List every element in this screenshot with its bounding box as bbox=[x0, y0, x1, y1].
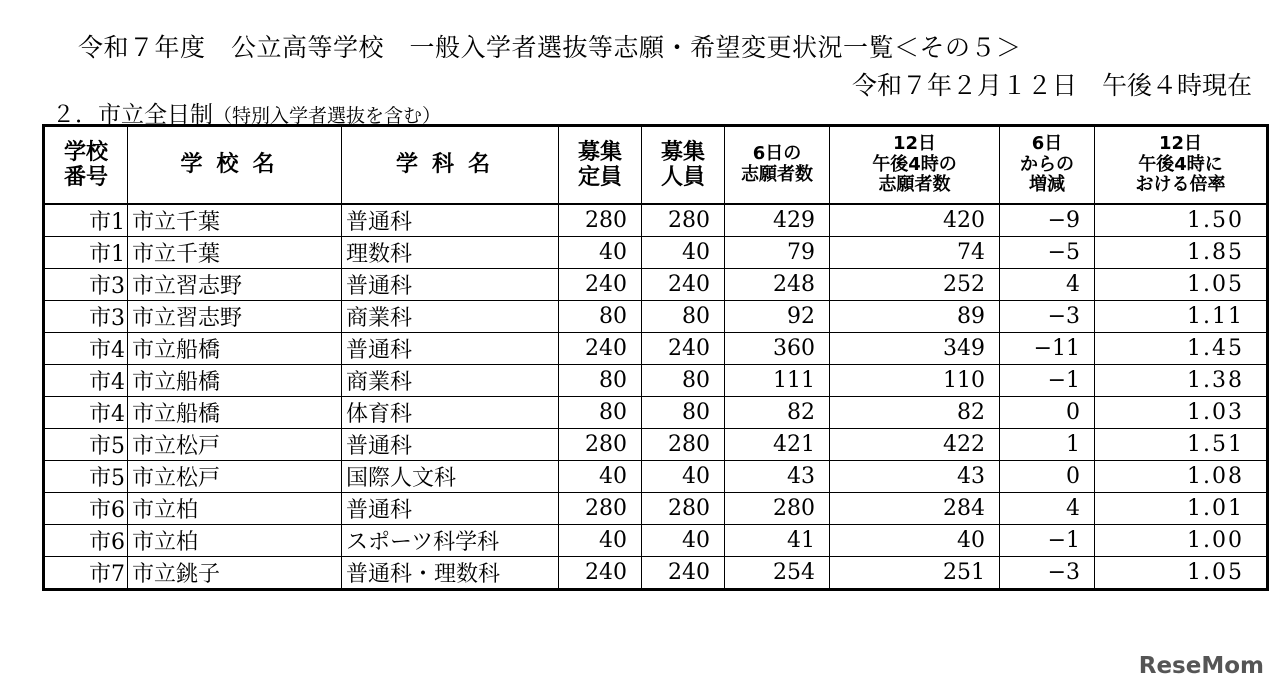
cell-change: −3 bbox=[1000, 557, 1095, 590]
cell-recruitment: 40 bbox=[642, 237, 725, 269]
cell-ratio: 1.01 bbox=[1095, 493, 1268, 525]
cell-capacity: 280 bbox=[559, 493, 642, 525]
cell-school-name: 市立松戸 bbox=[128, 429, 342, 461]
cell-applicants-12th: 420 bbox=[830, 204, 1000, 237]
cell-applicants-6th: 43 bbox=[725, 461, 830, 493]
cell-recruitment: 240 bbox=[642, 333, 725, 365]
cell-change: 4 bbox=[1000, 493, 1095, 525]
cell-change: 0 bbox=[1000, 397, 1095, 429]
cell-applicants-6th: 248 bbox=[725, 269, 830, 301]
cell-ratio: 1.50 bbox=[1095, 204, 1268, 237]
cell-school-number: 市5 bbox=[44, 461, 128, 493]
cell-capacity: 240 bbox=[559, 269, 642, 301]
cell-school-name: 市立銚子 bbox=[128, 557, 342, 590]
header-school-number: 学校 番号 bbox=[44, 126, 128, 205]
cell-recruitment: 40 bbox=[642, 461, 725, 493]
header-ratio: 12日 午後4時に おける倍率 bbox=[1095, 126, 1268, 205]
table-row bbox=[44, 269, 1268, 301]
header-applicants-12th: 12日 午後4時の 志願者数 bbox=[830, 126, 1000, 205]
cell-school-number: 市3 bbox=[44, 301, 128, 333]
cell-ratio: 1.05 bbox=[1095, 557, 1268, 590]
cell-applicants-12th: 40 bbox=[830, 525, 1000, 557]
cell-capacity: 40 bbox=[559, 237, 642, 269]
table-row bbox=[44, 493, 1268, 525]
cell-change: −5 bbox=[1000, 237, 1095, 269]
cell-change: −9 bbox=[1000, 204, 1095, 237]
cell-applicants-6th: 429 bbox=[725, 204, 830, 237]
cell-applicants-6th: 254 bbox=[725, 557, 830, 590]
cell-department: 普通科 bbox=[342, 269, 559, 301]
cell-recruitment: 40 bbox=[642, 525, 725, 557]
cell-applicants-6th: 111 bbox=[725, 365, 830, 397]
cell-school-number: 市6 bbox=[44, 493, 128, 525]
cell-change: 4 bbox=[1000, 269, 1095, 301]
cell-department: 商業科 bbox=[342, 365, 559, 397]
header-capacity: 募集 定員 bbox=[559, 126, 642, 205]
cell-department: 理数科 bbox=[342, 237, 559, 269]
cell-school-name: 市立船橋 bbox=[128, 397, 342, 429]
header-applicants-6th: 6日の 志願者数 bbox=[725, 126, 830, 205]
cell-applicants-6th: 41 bbox=[725, 525, 830, 557]
cell-capacity: 80 bbox=[559, 301, 642, 333]
cell-ratio: 1.05 bbox=[1095, 269, 1268, 301]
header-department-name: 学科名 bbox=[342, 126, 559, 205]
cell-change: −11 bbox=[1000, 333, 1095, 365]
cell-capacity: 240 bbox=[559, 557, 642, 590]
applicant-status-table bbox=[42, 124, 1269, 591]
cell-school-number: 市3 bbox=[44, 269, 128, 301]
cell-recruitment: 280 bbox=[642, 204, 725, 237]
cell-change: −1 bbox=[1000, 525, 1095, 557]
cell-applicants-12th: 284 bbox=[830, 493, 1000, 525]
table-row bbox=[44, 333, 1268, 365]
cell-capacity: 80 bbox=[559, 365, 642, 397]
cell-ratio: 1.00 bbox=[1095, 525, 1268, 557]
cell-ratio: 1.08 bbox=[1095, 461, 1268, 493]
table-row bbox=[44, 557, 1268, 590]
cell-department: 普通科 bbox=[342, 333, 559, 365]
report-timestamp: 令和７年２月１２日 午後４時現在 bbox=[851, 71, 1252, 100]
cell-school-name: 市立松戸 bbox=[128, 461, 342, 493]
cell-school-number: 市1 bbox=[44, 237, 128, 269]
document-title: 令和７年度 公立高等学校 一般入学者選抜等志願・希望変更状況一覧＜その５＞ bbox=[78, 33, 1022, 62]
cell-applicants-12th: 252 bbox=[830, 269, 1000, 301]
cell-capacity: 240 bbox=[559, 333, 642, 365]
cell-department: 国際人文科 bbox=[342, 461, 559, 493]
cell-applicants-12th: 89 bbox=[830, 301, 1000, 333]
cell-ratio: 1.85 bbox=[1095, 237, 1268, 269]
table-header-row bbox=[44, 126, 1268, 205]
table-row bbox=[44, 397, 1268, 429]
cell-applicants-6th: 280 bbox=[725, 493, 830, 525]
cell-school-number: 市6 bbox=[44, 525, 128, 557]
cell-capacity: 80 bbox=[559, 397, 642, 429]
cell-school-name: 市立習志野 bbox=[128, 269, 342, 301]
cell-school-name: 市立千葉 bbox=[128, 204, 342, 237]
resemom-logo: ReseMom bbox=[1138, 653, 1264, 679]
table-row bbox=[44, 525, 1268, 557]
cell-applicants-12th: 82 bbox=[830, 397, 1000, 429]
cell-school-name: 市立千葉 bbox=[128, 237, 342, 269]
cell-school-name: 市立船橋 bbox=[128, 333, 342, 365]
cell-applicants-12th: 43 bbox=[830, 461, 1000, 493]
cell-applicants-12th: 422 bbox=[830, 429, 1000, 461]
cell-capacity: 40 bbox=[559, 461, 642, 493]
cell-change: 1 bbox=[1000, 429, 1095, 461]
cell-department: 普通科 bbox=[342, 493, 559, 525]
cell-change: −1 bbox=[1000, 365, 1095, 397]
cell-school-number: 市5 bbox=[44, 429, 128, 461]
table-row bbox=[44, 301, 1268, 333]
cell-recruitment: 80 bbox=[642, 301, 725, 333]
cell-capacity: 40 bbox=[559, 525, 642, 557]
cell-applicants-6th: 82 bbox=[725, 397, 830, 429]
cell-ratio: 1.11 bbox=[1095, 301, 1268, 333]
cell-school-name: 市立船橋 bbox=[128, 365, 342, 397]
cell-change: 0 bbox=[1000, 461, 1095, 493]
cell-department: 普通科 bbox=[342, 429, 559, 461]
cell-department: 普通科 bbox=[342, 204, 559, 237]
header-recruitment: 募集 人員 bbox=[642, 126, 725, 205]
cell-ratio: 1.03 bbox=[1095, 397, 1268, 429]
cell-school-name: 市立柏 bbox=[128, 493, 342, 525]
cell-change: −3 bbox=[1000, 301, 1095, 333]
cell-department: スポーツ科学科 bbox=[342, 525, 559, 557]
cell-applicants-6th: 92 bbox=[725, 301, 830, 333]
table-row bbox=[44, 429, 1268, 461]
cell-applicants-12th: 110 bbox=[830, 365, 1000, 397]
header-school-name: 学校名 bbox=[128, 126, 342, 205]
cell-department: 体育科 bbox=[342, 397, 559, 429]
cell-capacity: 280 bbox=[559, 429, 642, 461]
cell-applicants-12th: 251 bbox=[830, 557, 1000, 590]
cell-recruitment: 80 bbox=[642, 397, 725, 429]
cell-applicants-6th: 421 bbox=[725, 429, 830, 461]
cell-department: 商業科 bbox=[342, 301, 559, 333]
cell-school-number: 市1 bbox=[44, 204, 128, 237]
cell-applicants-12th: 74 bbox=[830, 237, 1000, 269]
cell-applicants-6th: 360 bbox=[725, 333, 830, 365]
table-row bbox=[44, 365, 1268, 397]
cell-recruitment: 240 bbox=[642, 269, 725, 301]
table-row bbox=[44, 237, 1268, 269]
cell-applicants-12th: 349 bbox=[830, 333, 1000, 365]
header-change: 6日 からの 増減 bbox=[1000, 126, 1095, 205]
table-row bbox=[44, 204, 1268, 237]
cell-recruitment: 240 bbox=[642, 557, 725, 590]
cell-applicants-6th: 79 bbox=[725, 237, 830, 269]
cell-recruitment: 280 bbox=[642, 493, 725, 525]
table-row bbox=[44, 461, 1268, 493]
cell-school-number: 市4 bbox=[44, 397, 128, 429]
cell-ratio: 1.38 bbox=[1095, 365, 1268, 397]
section-label: ２．市立全日制 bbox=[52, 102, 213, 128]
cell-ratio: 1.45 bbox=[1095, 333, 1268, 365]
cell-recruitment: 280 bbox=[642, 429, 725, 461]
cell-ratio: 1.51 bbox=[1095, 429, 1268, 461]
cell-capacity: 280 bbox=[559, 204, 642, 237]
cell-department: 普通科・理数科 bbox=[342, 557, 559, 590]
cell-school-number: 市4 bbox=[44, 333, 128, 365]
cell-recruitment: 80 bbox=[642, 365, 725, 397]
cell-school-number: 市7 bbox=[44, 557, 128, 590]
cell-school-number: 市4 bbox=[44, 365, 128, 397]
cell-school-name: 市立習志野 bbox=[128, 301, 342, 333]
cell-school-name: 市立柏 bbox=[128, 525, 342, 557]
section-note: （特別入学者選抜を含む） bbox=[213, 105, 442, 127]
